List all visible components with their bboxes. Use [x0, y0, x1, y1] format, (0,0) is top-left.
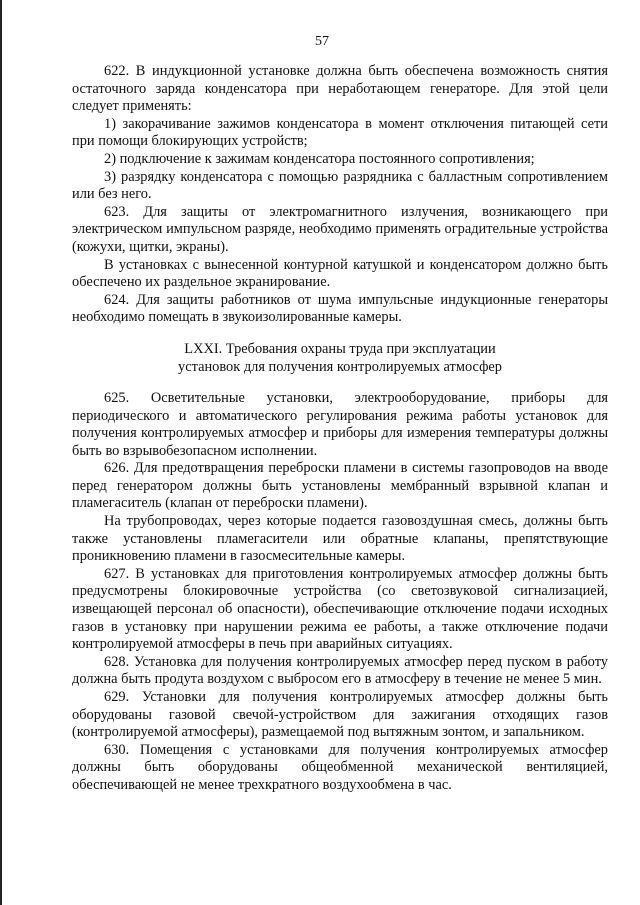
paragraph-624: 624. Для защиты работников от шума импульсные индукционные генераторы необходимо помещать в звукоизолированные камеры. — [72, 291, 608, 326]
list-item-3: 3) разрядку конденсатора с помощью разрядника с балластным сопротивлением или без него. — [72, 168, 608, 203]
paragraph-626: 626. Для предотвращения переброски пламени в системы газопроводов на вводе перед генератором должны быть установлены мембранный взрывной клапан и пламегаситель (клапан от переброски пламени). — [72, 460, 608, 512]
document-body — [72, 63, 608, 795]
list-item-2: 2) подключение к зажимам конденсатора постоянного сопротивления; — [104, 150, 535, 167]
paragraph-625: 625. Осветительные установки, электрооборудование, приборы для периодического и автоматического регулирования режима работы установок для получения контролируемых атмосфер и приборы для измерения температуры должны быть во взрывобезопасном исполнении. — [72, 389, 608, 459]
page-number: 57 — [315, 34, 329, 49]
section-heading — [72, 340, 608, 376]
paragraph-629: 629. Установки для получения контролируемых атмосфер должны быть оборудованы газовой свечой-устройством для зажигания отходящих газов (контролируемой атмосферы), размещаемой под вытяжным зонтом, и запальником. — [72, 689, 608, 741]
paragraph-623-cont: В установках с вынесенной контурной катушкой и конденсатором должно быть обеспечено их раздельное экранирование. — [72, 256, 608, 291]
paragraph-630: 630. Помещения с установками для получения контролируемых атмосфер должны быть оборудованы общеобменной механической вентиляцией, обеспечивающей не менее трехкратного воздухообмена в час. — [72, 741, 608, 793]
list-item-1: 1) закорачивание зажимов конденсатора в момент отключения питающей сети при помощи блокирующих устройств; — [72, 115, 608, 150]
paragraph-626-cont: На трубопроводах, через которые подается газовоздушная смесь, должны быть также установлены пламегасители или обратные клапаны, препятствующие проникновению пламени в газосмесительные камеры. — [72, 513, 608, 565]
section-heading-line1: LXXI. Требования охраны труда при эксплуатации — [184, 340, 496, 357]
paragraph-628: 628. Установка для получения контролируемых атмосфер перед пуском в работу должна быть продута воздухом с выбросом его в атмосферу в течение не менее 5 мин. — [72, 653, 608, 688]
paragraph-623: 623. Для защиты от электромагнитного излучения, возникающего при электрическом импульсном разряде, необходимо применять оградительные устройства (кожухи, щитки, экраны). — [72, 203, 608, 255]
section-heading-line2: установок для получения контролируемых атмосфер — [178, 358, 502, 375]
paragraph-627: 627. В установках для приготовления контролируемых атмосфер должны быть предусмотрены блокировочные устройства (со светозвуковой сигнализацией, извещающей персонал об опасности), обеспечивающие отключение подачи исходных газов в установку при нарушении режима ее работы, а также отключение подачи контролируемой атмосферы в печь при аварийных ситуациях. — [72, 565, 608, 653]
paragraph-622: 622. В индукционной установке должна быть обеспечена возможность снятия остаточного заряда конденсатора при неработающем генераторе. Для этой цели следует применять: — [72, 63, 608, 115]
